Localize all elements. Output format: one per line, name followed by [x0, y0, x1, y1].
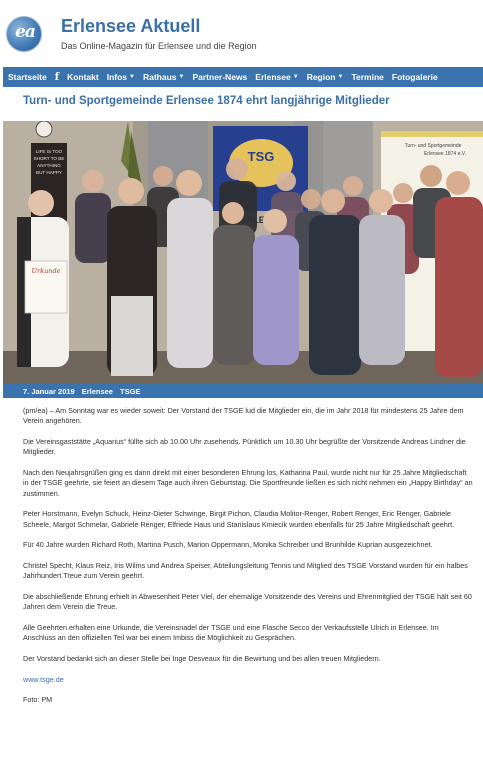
site-title[interactable]: Erlensee Aktuell	[61, 16, 201, 36]
banner-bottom-text: Erlensee 1874 e.V.	[423, 151, 467, 157]
article-paragraph: Für 40 Jahre wurden Richard Roth, Martina Pusch, Marion Oppermann, Monika Schreiber und Brunhilde Kuprian ausgezeichnet.	[23, 540, 433, 550]
site-logo[interactable]	[6, 16, 42, 52]
link-paragraph	[23, 675, 473, 685]
nav-label: Rathaus	[142, 72, 177, 82]
nav-item-startseite[interactable]	[8, 72, 47, 82]
tsge-link[interactable]: www.tsge.de	[23, 674, 64, 684]
nav-item-rathaus[interactable]	[143, 72, 185, 82]
article-body	[23, 406, 473, 716]
article-title[interactable]: Turn- und Sportgemeinde Erlensee 1874 ehrt langjährige Mitglieder	[23, 95, 390, 107]
article-date[interactable]: 7. Januar 2019	[23, 386, 75, 396]
article-meta-bar	[3, 384, 483, 398]
nav-label: Infos	[106, 72, 128, 82]
nav-label: Startseite	[8, 72, 47, 82]
article-paragraph: Alle Geehrten erhalten eine Urkunde, die Vereinsnadel der TSGE und eine Flasche Secco der Verkaufsstelle Ulrich in Erlensee. Im Anschluss an den offiziellen Teil war bei einem Imbiss die Möglichkeit zu Gesprächen.	[23, 623, 439, 643]
article-photo[interactable]	[3, 121, 483, 384]
nav-label: Region	[306, 72, 336, 82]
nav-item-kontakt[interactable]	[67, 72, 99, 82]
nav-label: Partner-News	[192, 72, 248, 82]
nav-label: Termine	[351, 72, 384, 82]
nav-item-erlensee[interactable]	[255, 72, 298, 82]
site-subtitle: Das Online-Magazin für Erlensee und die Region	[61, 41, 257, 51]
nav-label: Erlensee	[255, 72, 291, 82]
article-paragraph: Der Vorstand bedankt sich an dieser Stelle bei Inge Desveaux für die Bewirtung und bei allen treuen Mitgliedern.	[23, 654, 381, 663]
site-header	[0, 0, 483, 66]
logo-text: ea	[15, 22, 35, 42]
caret-down-icon: ▼	[292, 74, 299, 80]
caret-down-icon: ▼	[129, 74, 135, 80]
article-category[interactable]: Erlensee	[81, 386, 113, 396]
flag-text: TSG	[247, 149, 275, 164]
nav-label: Kontakt	[67, 72, 99, 82]
nav-item-termine[interactable]	[351, 72, 383, 82]
nav-item-partner-news[interactable]	[192, 72, 247, 82]
wall-sign-text: LIFE IS TOO SHORT TO BE ANYTHING BUT HAPPY	[33, 149, 65, 175]
photo-credit: Foto: PM	[23, 695, 53, 705]
article-paragraph: Die abschließende Ehrung erhielt in Abwesenheit Peter Viel, der ehemalige Vorsitzende des Vereins und Ehrenmitglied der TSGE hält seit 60 Jahren dem Verein die Treue.	[23, 592, 472, 612]
nav-item-infos[interactable]	[107, 72, 135, 82]
caret-down-icon: ▼	[337, 74, 344, 80]
article-paragraph: (pm/ea) – Am Sonntag war es wieder soweit: Der Vorstand der TSGE lud die Mitglieder ein, die im Jahr 2018 für mindestens 25 Jahre dem Verein angehören.	[23, 406, 464, 426]
facebook-icon[interactable]: f	[54, 71, 60, 83]
article-tag[interactable]: TSGE	[119, 386, 141, 396]
banner-top-text: Turn- und Sportgemeinde	[404, 143, 462, 149]
certificate-text: Urkunde	[31, 267, 61, 275]
nav-item-fotogalerie[interactable]	[392, 72, 438, 82]
article-paragraph: Die Vereinsgaststätte „Aquarius“ füllte sich ab 10.00 Uhr zusehends. Pünktlich um 10.30 Uhr begrüßte der Vorsitzende Andreas Lindner die Mitglieder.	[23, 437, 466, 457]
main-navigation	[3, 67, 483, 87]
article-paragraph: Nach den Neujahrsgrüßen ging es dann direkt mit einer besonderen Ehrung los, Katharina Paul, wurde nicht nur für 25 Jahre Mitgliedschaft in der TSGE geehrte, sie feiert an diesem Tage auch ihren Geburtstag. Die Sportfreunde ließen es sich nicht nehmen ein „Happy Birthday“ an zustimmen.	[23, 468, 473, 498]
nav-label: Fotogalerie	[391, 72, 438, 82]
article-paragraph: Peter Horstmann, Evelyn Schuck, Heinz-Dieter Schwinge, Birgit Pichon, Claudia Molitor-Renger, Robert Renger, Eric Renger, Gabriele Scheele, Margot Schmelar, Gabriele Renger, Elfriede Haus und Stanislaus Kmiecik wurden ebenfalls für 25 Jahre Mitgliedschaft geehrt.	[23, 509, 455, 529]
caret-down-icon: ▼	[178, 74, 185, 80]
group-photo-illustration	[3, 121, 483, 384]
nav-item-region[interactable]	[307, 72, 344, 82]
article-paragraph: Christel Specht, Klaus Reiz, Iris Wilms und Andrea Speiser, Abteilungsleitung Tennis und Mitglied des TSGE Vorstand wurden für ein halbes Jahrhundert Treue zum Verein geehrt.	[23, 561, 468, 581]
